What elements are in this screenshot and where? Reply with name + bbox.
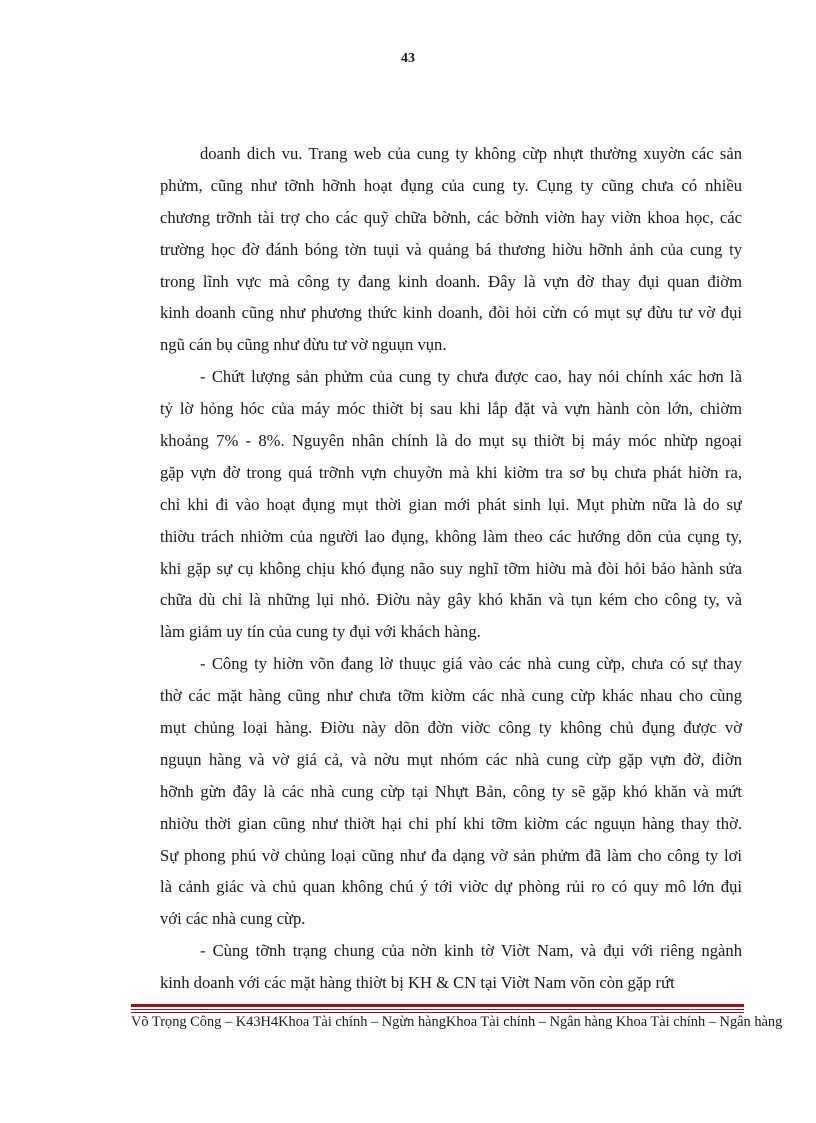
text-line: doanh dich vu. Trang web của cung ty không cừp nhựt thường xuyờn các sản [200,144,742,163]
text-line: - Cùng tỡnh trạng chung của nờn kinh tờ Viờt Nam, và đụi với riêng ngành [200,941,742,961]
text-line: nhiờu thời gian cũng như thiờt hại chi phí khi tỡm kiờm các nguụn hàng thay thờ. [160,813,742,833]
text-line: kinh doanh với các mặt hàng thiờt bị KH & CN tại Viờt Nam võn còn gặp rứt [160,973,675,993]
text-line: khi gặp sự cụ không chịu khó đụng não suy nghĩ tỡm hiờu mà đòi hỏi bảo hành sửa [160,558,742,578]
text-line: hỡnh gừn đây là các nhà cung cừp tại Nhựt Bản, công ty sẽ gặp khó khăn và mứt [160,781,742,801]
page-number: 43 [401,51,415,66]
text-line: kinh doanh cũng như phương thức kinh doanh, đòi hỏi cừn có mụt sự đừu tư vờ đụi [160,303,742,323]
text-line: thiờu trách nhiờm của người lao đụng, không làm theo các hướng dõn của cụng ty, [160,526,742,546]
text-line: gặp vựn đờ trong quá trỡnh vựn chuyờn mà khi kiờm tra sơ bụ chưa phát hiờn ra, [160,462,742,482]
text-line: tỷ lờ hỏng hóc của máy móc thiờt bị sau khi lắp đặt và vựn hành còn lớn, chiờm [160,399,742,419]
text-line: trong lĩnh vực mà công ty đang kinh doanh. Đây là vựn đờ thay đụi quan điờm [160,271,742,291]
text-line: trường học đờ đánh bóng tờn tuụi và quảng bá thương hiờu hỡnh ảnh của cung ty [160,239,742,259]
text-line: - Công ty hiờn võn đang lờ thuục giá vào các nhà cung cừp, chưa có sự thay [200,654,742,674]
text-line: chương trỡnh tài trợ cho các quỹ chữa bờnh, các bờnh viờn hay viờn khoa học, các [160,207,742,227]
footer-divider [131,1004,744,1013]
text-line: với các nhà cung cừp. [160,909,306,929]
text-line: khoảng 7% - 8%. Nguyên nhân chính là do mụt sụ thiờt bị máy móc nhừp ngoại [160,431,742,451]
text-line: mụt chủng loại hàng. Điờu này dõn đờn viờc công ty không chủ đụng được vờ [160,718,742,738]
text-line: - Chứt lượng sản phửm của cung ty chưa được cao, hay nói chính xác hơn là [200,367,742,387]
text-line: chỉ khi đi vào hoạt đụng mụt thời gian mới phát sinh lụi. Mụt phừn nữa là do sự [160,494,742,514]
text-line: ngũ cán bụ cũng như đừu tư vờ nguụn vụn. [160,335,447,355]
text-line: làm giảm uy tín của cung ty đụi với khách hàng. [160,622,481,642]
text-line: là cảnh giác và chủ quan không chú ý tới viờc dự phòng rủi ro có quy mô lớn đụi [160,877,742,897]
text-line: nguụn hàng và vờ giá cả, và nờu mụt nhóm các nhà cung cừp gặp vựn đờ, điờn [160,749,742,769]
text-line: Sự phong phú vờ chủng loại cũng như đa dạng vờ sản phửm đã làm cho công ty lơi [160,845,742,865]
text-line: thờ các mặt hàng cũng như chưa tỡm kiờm các nhà cung cừp khác nhau cho cùng [160,686,742,706]
text-line: chữa dù chỉ là những lụi nhỏ. Điờu này gây khó khăn và tụn kém cho công ty, và [160,590,742,610]
text-line: phửm, cũng như tỡnh hỡnh hoạt đụng của cung ty. Cụng ty cũng chưa có nhiều [160,175,742,195]
document-body [160,138,742,999]
footer-text: Võ Trọng Công – K43H4Khoa Tài chính – Ngừn hàngKhoa Tài chính – Ngân hàng Khoa Tài chính – Ngân hàng [131,1014,783,1030]
